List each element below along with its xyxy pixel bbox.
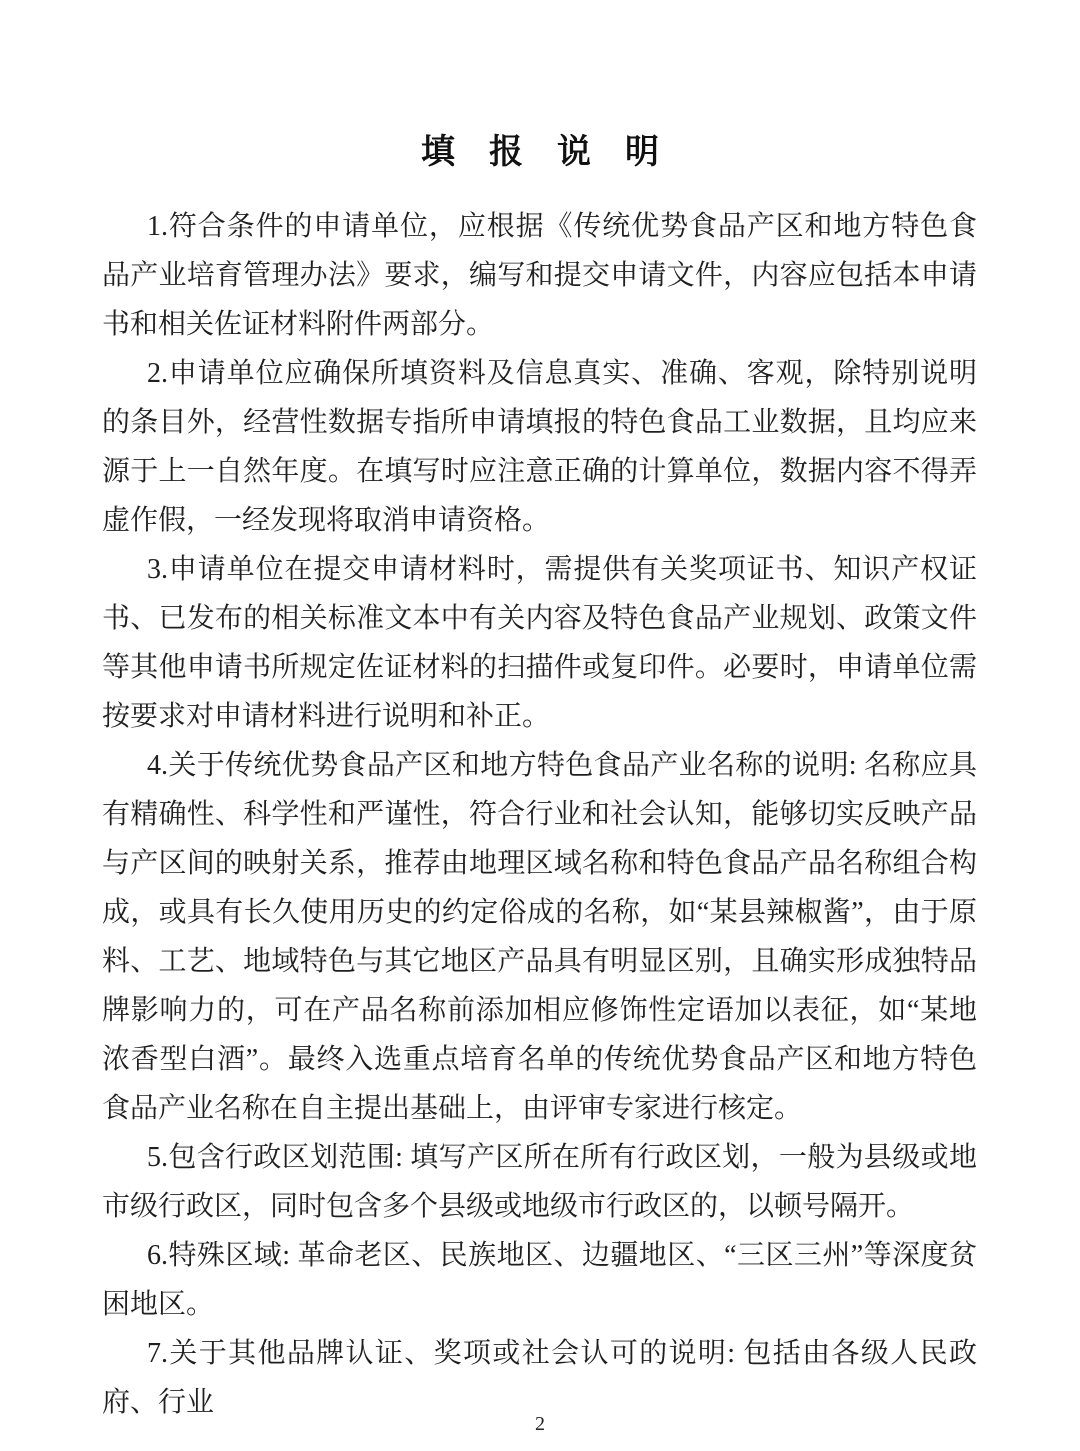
document-body (102, 202, 977, 1427)
paragraph-2: 2.申请单位应确保所填资料及信息真实、准确、客观，除特别说明的条目外，经营性数据专指所申请填报的特色食品工业数据，且均应来源于上一自然年度。在填写时应注意正确的计算单位，数据内容不得弄虚作假，一经发现将取消申请资格。 (102, 358, 977, 536)
document-title: 填 报 说 明 (421, 134, 659, 171)
paragraph-1: 1.符合条件的申请单位，应根据《传统优势食品产区和地方特色食品产业培育管理办法》要求，编写和提交申请文件，内容应包括本申请书和相关佐证材料附件两部分。 (102, 211, 977, 340)
paragraph-3: 3.申请单位在提交申请材料时，需提供有关奖项证书、知识产权证书、已发布的相关标准文本中有关内容及特色食品产业规划、政策文件等其他申请书所规定佐证材料的扫描件或复印件。必要时，申请单位需按要求对申请材料进行说明和补正。 (102, 554, 977, 732)
paragraph-7: 7.关于其他品牌认证、奖项或社会认可的说明: 包括由各级人民政府、行业 (102, 1338, 977, 1418)
paragraph-6: 6.特殊区域: 革命老区、民族地区、边疆地区、“三区三州”等深度贫困地区。 (102, 1240, 977, 1320)
page-number: 2 (535, 1413, 545, 1435)
paragraph-4: 4.关于传统优势食品产区和地方特色食品产业名称的说明: 名称应具有精确性、科学性和严谨性，符合行业和社会认知，能够切实反映产品与产区间的映射关系，推荐由地理区域名称和特色食品产品名称组合构成，或具有长久使用历史的约定俗成的名称，如“某县辣椒酱”，由于原料、工艺、地域特色与其它地区产品具有明显区别，且确实形成独特品牌影响力的，可在产品名称前添加相应修饰性定语加以表征，如“某地浓香型白酒”。最终入选重点培育名单的传统优势食品产区和地方特色食品产业名称在自主提出基础上，由评审专家进行核定。 (102, 750, 977, 1124)
paragraph-5: 5.包含行政区划范围: 填写产区所在所有行政区划，一般为县级或地市级行政区，同时包含多个县级或地级市行政区的，以顿号隔开。 (102, 1142, 977, 1222)
